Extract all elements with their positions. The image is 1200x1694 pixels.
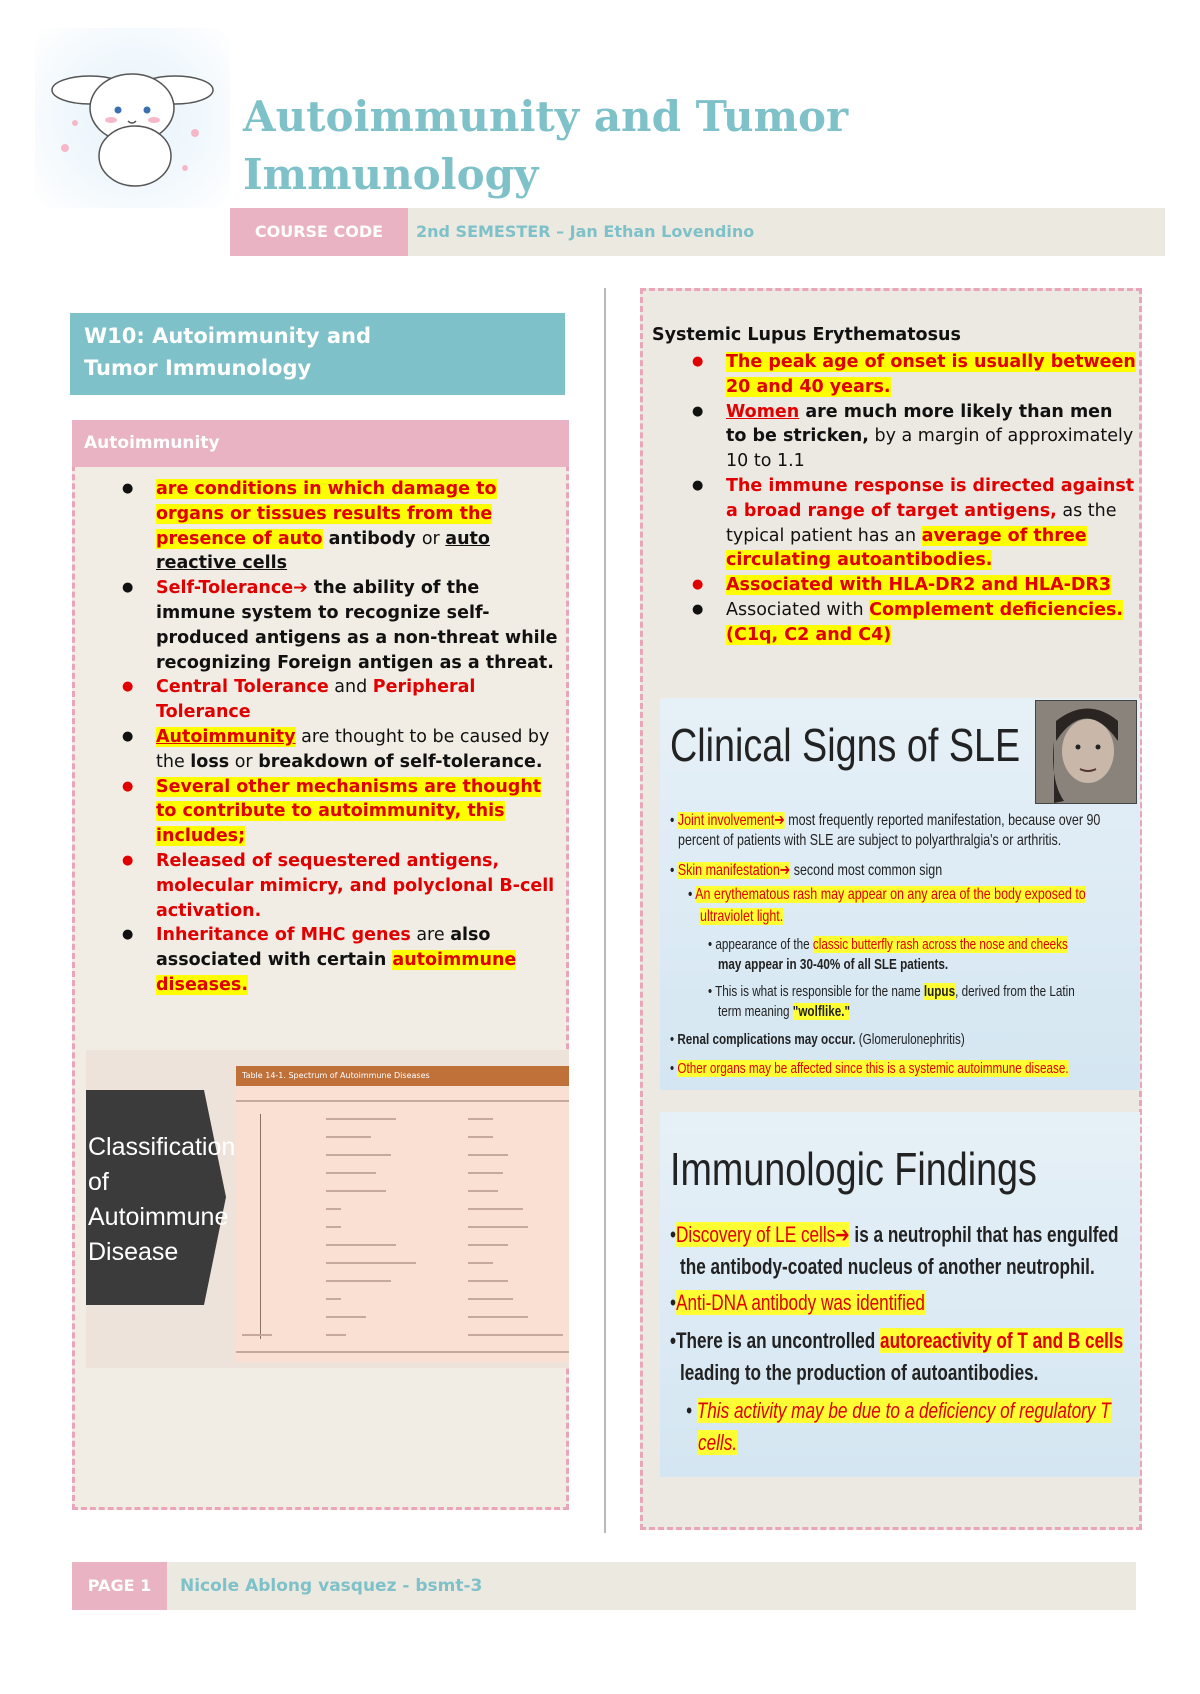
bunny-mascot-icon (35, 28, 230, 208)
sle-list (692, 350, 1137, 648)
list-item: ● The peak age of onset is usually between 20 and 40 years. (692, 350, 1137, 400)
list-item: ● Inheritance of MHC genes are also associated with certain autoimmune diseases. (122, 923, 562, 997)
slide-line: the antibody-coated nucleus of another neutrophil. (680, 1254, 1095, 1279)
autoimmune-table-image (236, 1066, 569, 1362)
slide-line: •Anti-DNA antibody was identified (670, 1290, 925, 1315)
list-item: ● Central Tolerance and Peripheral Tolerance (122, 675, 562, 725)
slide-line: • This is what is responsible for the name lupus, derived from the Latin (708, 983, 1075, 1000)
slide-line: percent of patients with SLE are subject to polyarthralgia's or arthritis. (678, 832, 1062, 849)
autoimmunity-list (122, 477, 562, 998)
portrait-icon (1036, 701, 1136, 803)
section-title-line-1: W10: Autoimmunity and (84, 324, 372, 348)
slide-line: • Skin manifestation➔ second most common sign (670, 862, 943, 879)
sle-title: Systemic Lupus Erythematosus (652, 325, 961, 345)
slide-line: cells. (698, 1430, 738, 1455)
slide-line: ultraviolet light. (700, 908, 784, 925)
slide-title: Immunologic Findings (670, 1143, 1037, 1195)
title-line-1: Autoimmunity and Tumor (243, 92, 849, 141)
immunologic-findings-slide (660, 1112, 1140, 1477)
list-item: ● The immune response is directed against a broad range of target antigens, as the typical patient has an average of three circulating autoantibodies. (692, 474, 1137, 573)
course-code-label: COURSE CODE (230, 208, 408, 256)
list-item: ● Associated with Complement deficiencies. (C1q, C2 and C4) (692, 598, 1137, 648)
mascot-logo (35, 28, 230, 208)
slide-line: • appearance of the classic butterfly rash across the nose and cheeks (708, 936, 1068, 953)
course-info: 2nd SEMESTER – Jan Ethan Lovendino (416, 222, 755, 241)
patient-photo (1035, 700, 1137, 804)
slide-line: • Renal complications may occur. (Glomerulonephritis) (670, 1031, 965, 1048)
list-item: ● Several other mechanisms are thought to contribute to autoimmunity, this includes; (122, 775, 562, 849)
list-item: ● Associated with HLA-DR2 and HLA-DR3 (692, 573, 1137, 598)
section-title-line-2: Tumor Immunology (84, 356, 312, 380)
column-divider (604, 288, 606, 1533)
list-item: ● Autoimmunity are thought to be caused by the loss or breakdown of self-tolerance. (122, 725, 562, 775)
page-label: PAGE 1 (72, 1562, 167, 1610)
table-caption: Table 14-1. Spectrum of Autoimmune Diseases (236, 1066, 569, 1086)
section-title (84, 320, 484, 384)
slide-line: • Other organs may be affected since this is a systemic autoimmune disease. (670, 1060, 1069, 1077)
page-title (243, 88, 1123, 204)
list-item: ● Released of sequestered antigens, molecular mimicry, and polyclonal B-cell activation. (122, 849, 562, 923)
slide-line: leading to the production of autoantibodies. (680, 1360, 1039, 1385)
list-item: ● Women are much more likely than men to be stricken, by a margin of approximately 10 to 1.1 (692, 400, 1137, 474)
list-item: ● are conditions in which damage to organs or tissues results from the presence of auto antibody or auto reactive cells (122, 477, 562, 576)
slide-line: term meaning "wolflike." (718, 1003, 851, 1020)
autoimmunity-title: Autoimmunity (84, 433, 220, 453)
slide-line: • An erythematous rash may appear on any area of the body exposed to (688, 886, 1086, 903)
footer-author: Nicole Ablong vasquez - bsmt-3 (180, 1576, 483, 1596)
classification-label: Classification of Autoimmune Disease (88, 1133, 236, 1266)
slide-title: Clinical Signs of SLE (670, 719, 1021, 771)
slide-line: •There is an uncontrolled autoreactivity of T and B cells (670, 1328, 1124, 1353)
slide-line: may appear in 30-40% of all SLE patients. (718, 956, 949, 973)
slide-line: • This activity may be due to a deficiency of regulatory T (686, 1398, 1111, 1423)
title-line-2: Immunology (243, 150, 539, 199)
list-item: ● Self-Tolerance➔ the ability of the immune system to recognize self-produced antigens as a non-threat while recognizing Foreign antigen as a threat. (122, 576, 562, 675)
slide-line: • Joint involvement➔ most frequently reported manifestation, because over 90 (670, 812, 1101, 829)
slide-line: •Discovery of LE cells➔ is a neutrophil that has engulfed (670, 1222, 1119, 1247)
